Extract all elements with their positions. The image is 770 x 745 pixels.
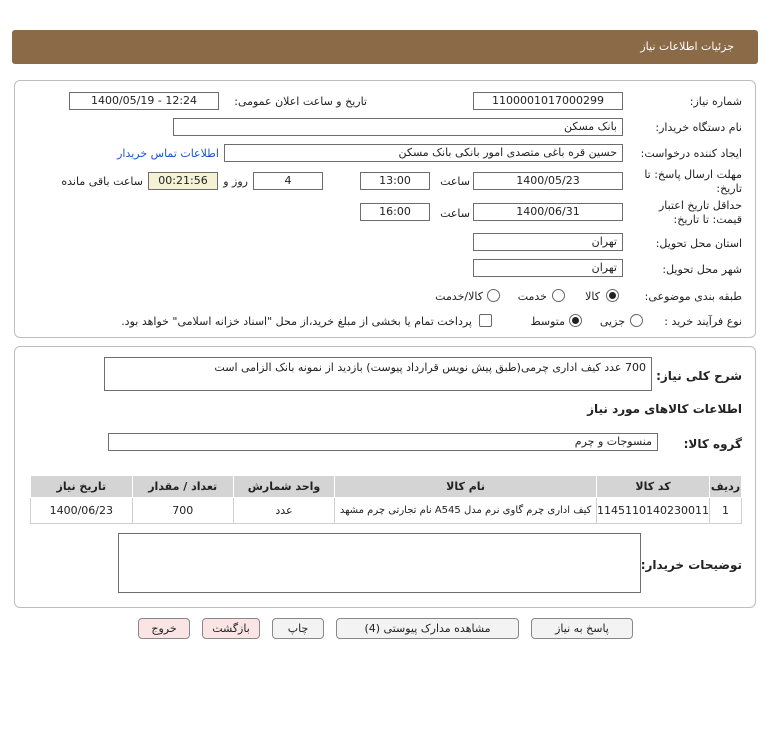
buyer-org-label: نام دستگاه خریدار: bbox=[655, 121, 742, 134]
process-medium-radio[interactable] bbox=[569, 314, 582, 327]
remaining-time-field: 00:21:56 bbox=[148, 172, 218, 190]
treasury-payment-note: پرداخت تمام یا بخشی از مبلغ خرید،از محل "اسناد خزانه اسلامی" خواهد بود. bbox=[121, 315, 472, 328]
city-field: تهران bbox=[473, 259, 623, 277]
remaining-label: ساعت باقی مانده bbox=[61, 175, 143, 188]
deadline-date-field: 1400/05/23 bbox=[473, 172, 623, 190]
validity-time-field: 16:00 bbox=[360, 203, 430, 221]
creator-label: ایجاد کننده درخواست: bbox=[640, 147, 742, 160]
buyer-org-field: بانک مسکن bbox=[173, 118, 623, 136]
col-name: نام کالا bbox=[335, 476, 597, 498]
days-field: 4 bbox=[253, 172, 323, 190]
deadline-label: مهلت ارسال پاسخ: تا bbox=[644, 168, 742, 181]
col-code: کد کالا bbox=[597, 476, 710, 498]
days-label: روز و bbox=[223, 175, 248, 188]
buyer-contact-link[interactable]: اطلاعات تماس خریدار bbox=[117, 147, 219, 160]
reply-button[interactable]: پاسخ به نیاز bbox=[531, 618, 633, 639]
deadline-time-field: 13:00 bbox=[360, 172, 430, 190]
buyer-notes-field bbox=[118, 533, 641, 593]
announce-label: تاریخ و ساعت اعلان عمومی: bbox=[234, 95, 367, 108]
cell-qty: 700 bbox=[132, 498, 233, 524]
process-medium-label: متوسط bbox=[530, 315, 565, 328]
page-title: جزئیات اطلاعات نیاز bbox=[640, 40, 734, 53]
buyer-notes-label: توضیحات خریدار: bbox=[640, 558, 742, 572]
process-minor-label: جزیی bbox=[599, 315, 625, 328]
province-field: تهران bbox=[473, 233, 623, 251]
category-goods-label: کالا bbox=[585, 290, 600, 303]
exit-button[interactable]: خروج bbox=[138, 618, 190, 639]
cell-code: 1145110140230011 bbox=[597, 498, 710, 524]
validity-time-label: ساعت bbox=[440, 207, 470, 220]
goods-table-header bbox=[31, 476, 742, 498]
validity-label: حداقل تاریخ اعتبار bbox=[658, 199, 742, 212]
treasury-payment-checkbox[interactable] bbox=[479, 314, 492, 327]
process-label: نوع فرآیند خرید : bbox=[664, 315, 742, 328]
validity-label-date: قیمت: تا تاریخ: bbox=[673, 213, 742, 226]
category-goods-service-radio[interactable] bbox=[487, 289, 500, 302]
need-summary-label: شرح کلی نیاز: bbox=[656, 369, 742, 383]
cell-name: کیف اداری چرم گاوی نرم مدل A545 نام تجارتی چرم مشهد bbox=[335, 498, 597, 524]
cell-date: 1400/06/23 bbox=[31, 498, 133, 524]
category-goods-service-label: کالا/خدمت bbox=[435, 290, 483, 303]
category-goods-radio[interactable] bbox=[606, 289, 619, 302]
col-qty: تعداد / مقدار bbox=[132, 476, 233, 498]
page-header bbox=[12, 30, 758, 64]
print-button[interactable]: چاپ bbox=[272, 618, 324, 639]
col-unit: واحد شمارش bbox=[233, 476, 334, 498]
deadline-label-date: تاریخ: bbox=[716, 182, 742, 195]
col-date: تاریخ نیاز bbox=[31, 476, 133, 498]
col-row: ردیف bbox=[710, 476, 742, 498]
need-number-field: 1100001017000299 bbox=[473, 92, 623, 110]
creator-field: حسین قره باغی متصدی امور بانکی بانک مسکن bbox=[224, 144, 623, 162]
province-label: استان محل تحویل: bbox=[655, 237, 742, 250]
deadline-time-label: ساعت bbox=[440, 175, 470, 188]
validity-date-field: 1400/06/31 bbox=[473, 203, 623, 221]
city-label: شهر محل تحویل: bbox=[662, 263, 742, 276]
process-minor-radio[interactable] bbox=[630, 314, 643, 327]
category-service-radio[interactable] bbox=[552, 289, 565, 302]
goods-group-field: منسوجات و چرم bbox=[108, 433, 658, 451]
table-row bbox=[31, 498, 742, 524]
goods-group-label: گروه کالا: bbox=[683, 437, 742, 451]
goods-table bbox=[30, 475, 742, 524]
back-button[interactable]: بازگشت bbox=[202, 618, 260, 639]
attachments-button[interactable]: مشاهده مدارک پیوستی (4) bbox=[336, 618, 519, 639]
category-service-label: خدمت bbox=[517, 290, 547, 303]
category-label: طبقه بندی موضوعی: bbox=[644, 290, 742, 303]
cell-unit: عدد bbox=[233, 498, 334, 524]
goods-info-title: اطلاعات کالاهای مورد نیاز bbox=[587, 402, 742, 416]
need-summary-field: 700 عدد کیف اداری چرمی(طبق پیش نویس قرارداد پیوست) بازدید از نمونه بانک الزامی است bbox=[104, 357, 652, 391]
need-number-label: شماره نیاز: bbox=[689, 95, 742, 108]
cell-row: 1 bbox=[710, 498, 742, 524]
announce-field: 1400/05/19 - 12:24 bbox=[69, 92, 219, 110]
